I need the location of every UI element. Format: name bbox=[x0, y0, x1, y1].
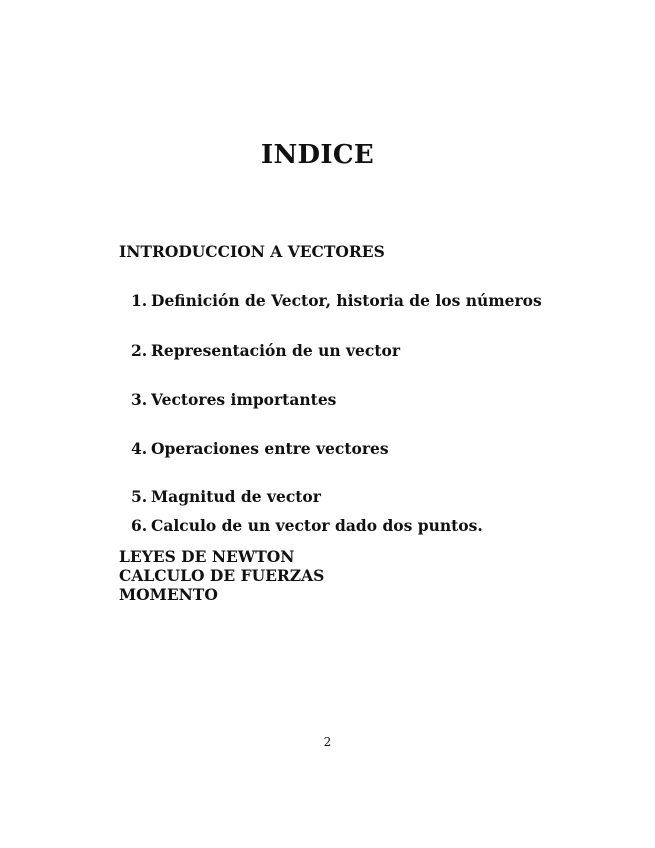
toc-item-number: 1. bbox=[131, 291, 148, 310]
toc-item-number: 3. bbox=[131, 390, 148, 409]
toc-item-number: 6. bbox=[131, 516, 148, 535]
toc-item-6 bbox=[131, 516, 483, 535]
toc-item-5 bbox=[131, 487, 321, 506]
toc-item-text: Representación de un vector bbox=[151, 341, 400, 360]
section-heading-introduccion: INTRODUCCION A VECTORES bbox=[119, 242, 385, 261]
section-heading-momento: MOMENTO bbox=[119, 585, 218, 604]
page-title: INDICE bbox=[261, 140, 374, 170]
toc-item-4 bbox=[131, 439, 389, 458]
toc-item-text: Operaciones entre vectores bbox=[151, 439, 389, 458]
toc-item-number: 2. bbox=[131, 341, 148, 360]
toc-item-text: Calculo de un vector dado dos puntos. bbox=[151, 516, 483, 535]
toc-item-number: 4. bbox=[131, 439, 148, 458]
toc-item-1 bbox=[131, 291, 542, 310]
section-heading-calculo-de-fuerzas: CALCULO DE FUERZAS bbox=[119, 566, 325, 585]
toc-item-text: Definición de Vector, historia de los números bbox=[151, 291, 542, 310]
page-number: 2 bbox=[323, 735, 332, 749]
toc-item-text: Vectores importantes bbox=[151, 390, 337, 409]
section-heading-leyes-de-newton: LEYES DE NEWTON bbox=[119, 547, 295, 566]
toc-item-3 bbox=[131, 390, 336, 409]
toc-item-2 bbox=[131, 341, 400, 360]
toc-item-number: 5. bbox=[131, 487, 148, 506]
toc-item-text: Magnitud de vector bbox=[151, 487, 321, 506]
